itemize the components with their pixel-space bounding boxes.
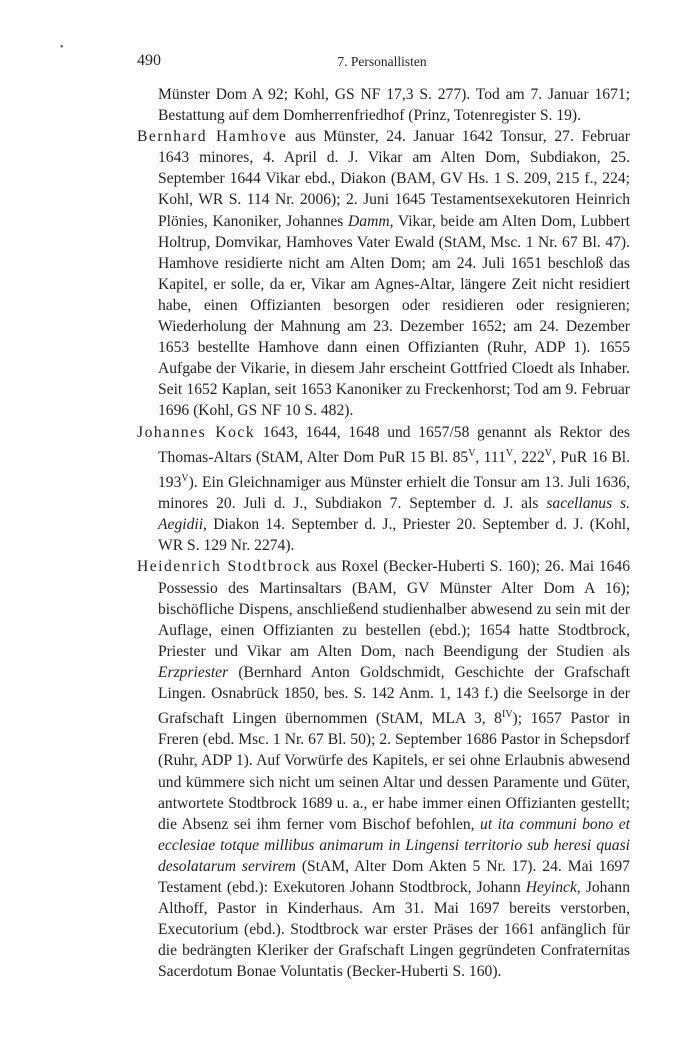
italic-text: Heyinck — [525, 879, 577, 897]
text-run: (StAM, Alter Dom Akten 5 Nr. 17). 24. Mai 1697 Testament (ebd.): Exekutoren Johann Stodtbrock, Johann — [158, 857, 630, 897]
text-run: , Johann Althoff, Pastor in Kinderhaus. Am 31. Mai 1697 bereits verstorben, Executorium (ebd.). Stodtbrock war erster Präses der 1661 anfänglich für die bedrängten Kleriker der Grafschaft Lingen gegründeten Confraternitas Sacerdotum Bonae Voluntatis (Becker-Huberti S. 160). — [158, 879, 630, 981]
text-run: 1643, 1644, 1648 und 1657/58 genannt als Rektor des Thomas-Altars (StAM, Alter Dom PuR 15 Bl. 85 — [158, 423, 630, 466]
folio-superscript: V — [544, 447, 552, 459]
person-entry — [137, 126, 630, 421]
text-run: Münster Dom A 92; Kohl, GS NF 17,3 S. 277). Tod am 7. Januar 1671; Bestattung auf dem Domherrenfriedhof (Prinz, Totenregister S. 19). — [158, 86, 630, 125]
italic-text: ut ita communi bono et ecclesiae totque millibus animarum in Lingensi territorio sub heresi quasi desolatarum servirem — [158, 815, 630, 875]
page-number: 490 — [137, 52, 161, 69]
italic-text: sacellanus s. Aegidii — [158, 495, 631, 534]
person-entry — [137, 556, 630, 982]
text-run: , PuR 16 Bl. 193 — [158, 448, 631, 492]
margin-mark: • — [60, 42, 64, 53]
folio-superscript: V — [181, 472, 189, 484]
italic-text: Damm — [348, 212, 390, 230]
person-entry — [137, 422, 630, 557]
text-run: ). Ein Gleichnamiger aus Münster erhielt die Tonsur am 13. Juli 1636, minores 20. Juli d. J., Subdiakon 7. September d. J. als — [158, 474, 630, 513]
person-name: Bernhard Hamhove — [137, 128, 288, 146]
text-run: , 222 — [513, 448, 545, 466]
folio-superscript: V — [505, 447, 514, 459]
folio-superscript: V — [468, 447, 476, 459]
page-header — [137, 52, 627, 72]
text-run: aus Roxel (Becker-Huberti S. 160); 26. Mai 1646 Possessio des Martinsaltars (BAM, GV Münster Alter Dom A 16); bischöfliche Dispens, anschließend studienhalber abwesend zu sein mit der Auflage, einen Offizianten zu bestellen (ebd.); 1654 hatte Stodtbrock, Priester und Vikar am Alten Dom, nach Beendigung der Studien als — [158, 558, 631, 660]
continued-entry — [137, 84, 630, 126]
text-run: , 111 — [475, 448, 506, 466]
text-run: (Bernhard Anton Goldschmidt, Geschichte der Grafschaft Lingen. Osnabrück 1850, bes. S. 142 Anm. 1, 143 f.) die Seelsorge in der Grafschaft Lingen übernommen (StAM, MLA 3, 8 — [158, 663, 630, 728]
text-run: aus Münster, 24. Januar 1642 Tonsur, 27. Februar 1643 minores, 4. April d. J. Vikar am Alten Dom, Subdiakon, 25. September 1644 Vikar ebd., Diakon (BAM, GV Hs. 1 S. 209, 215 f., 224; Kohl, WR S. 114 Nr. 2006); 2. Juni 1645 Testamentsexekutoren Heinrich Plönies, Kanoniker, Johannes — [158, 128, 630, 230]
text-run: , Diakon 14. September d. J., Priester 20. September d. J. (Kohl, WR S. 129 Nr. 2274). — [158, 516, 630, 555]
folio-superscript: IV — [501, 709, 513, 721]
running-title: 7. Personallisten — [337, 54, 427, 69]
italic-text: Erzpriester — [158, 663, 229, 681]
text-run: ); 1657 Pastor in Freren (ebd. Msc. 1 Nr. 67 Bl. 50); 2. September 1686 Pastor in Schepsdorf (Ruhr, ADP 1). Auf Vorwürfe des Kapitels, er sei ohne Erlaubnis abwesend und kümmere sich nicht um seinen Altar und dessen Paramente und Güter, antwortete Stodtbrock 1689 u. a., er habe immer einen Offizianten gestellt; die Absenz sei ihm ferner vom Bischof befohlen, — [158, 710, 630, 833]
person-name: Johannes Kock — [137, 423, 256, 441]
person-name: Heidenrich Stodtbrock — [137, 558, 311, 576]
text-run: , Vikar, beide am Alten Dom, Lubbert Holtrup, Domvikar, Hamhoves Vater Ewald (StAM, Msc. 1 Nr. 67 Bl. 47). Hamhove residierte nicht am Alten Dom; am 24. Juli 1651 beschloß das Kapitel, er solle, da er, Vikar am Agnes-Altar, längere Zeit nicht residiert habe, einen Offizianten besorgen oder residieren oder resignieren; Wiederholung der Mahnung am 23. Dezember 1652; am 24. Dezember 1653 bestellte Hamhove dann einen Offizianten (Ruhr, ADP 1). 1655 Aufgabe der Vikarie, in diesem Jahr erscheint Gottfried Cloedt als Inhaber. Seit 1652 Kaplan, seit 1653 Kanoniker zu Freckenhorst; Tod am 9. Februar 1696 (Kohl, GS NF 10 S. 482). — [158, 212, 630, 420]
body-text — [137, 84, 630, 983]
